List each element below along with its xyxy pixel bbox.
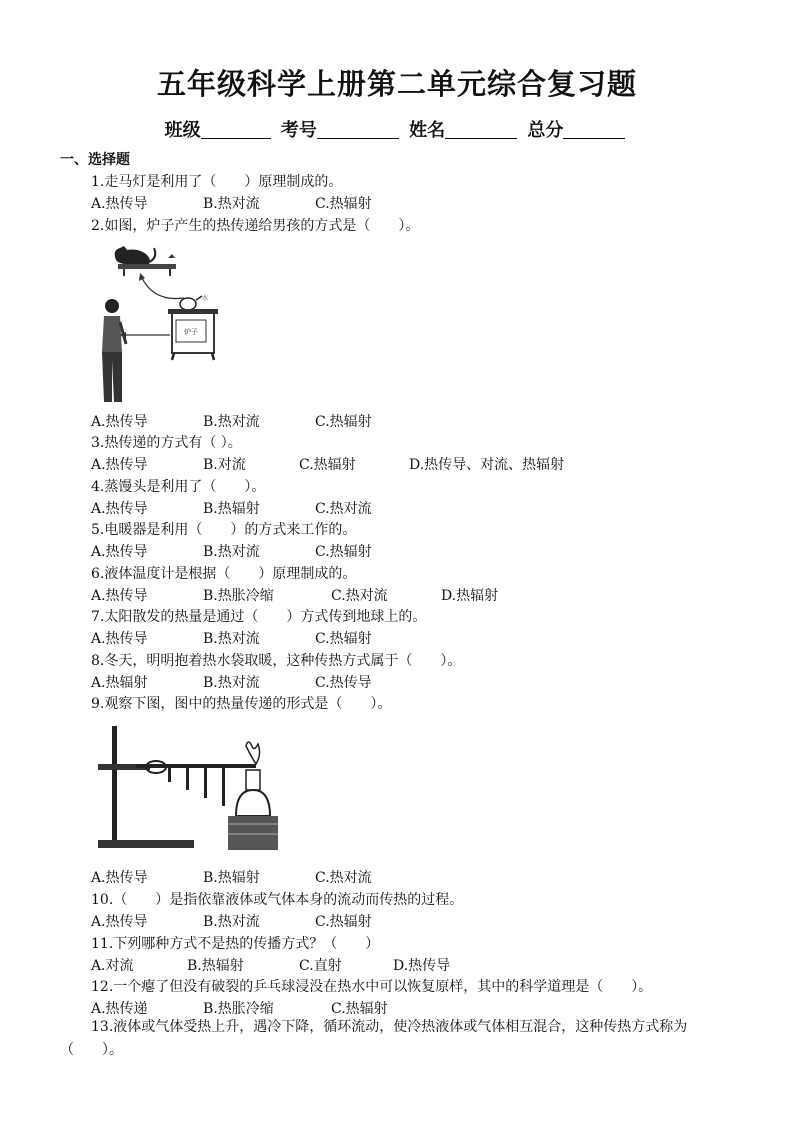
option[interactable]: C.热辐射 [315,196,372,212]
option[interactable]: D.热传导、对流、热辐射 [409,457,565,473]
option[interactable]: A.热辐射 [91,675,148,691]
burner-rod-figure [96,724,278,852]
option[interactable]: B.热对流 [203,675,260,691]
option[interactable]: D.热辐射 [441,588,499,604]
option[interactable]: A.热传递 [91,1001,148,1017]
question-13: 13.液体或气体受热上升，遇冷下降，循环流动，使冷热液体或气体相互混合，这种传热方式称为（ ）。 [60,1019,688,1058]
option[interactable]: D.热传导 [393,958,451,974]
option[interactable]: C.热辐射 [315,631,372,647]
option[interactable]: A.热传导 [91,501,148,517]
option[interactable]: A.热传导 [91,544,148,560]
option[interactable]: A.热传导 [91,914,148,930]
name-label: 姓名 [409,120,446,141]
option[interactable]: B.热对流 [203,414,260,430]
question-5: 5.电暖器是利用（ ）的方式来工作的。 [91,522,357,538]
number-blank[interactable] [317,120,399,139]
option[interactable]: B.热胀冷缩 [203,1001,274,1017]
option[interactable]: A.对流 [91,958,134,974]
class-label: 班级 [164,120,201,141]
option[interactable]: A.热传导 [91,588,148,604]
option[interactable]: B.热对流 [203,196,260,212]
option[interactable]: B.热辐射 [187,958,244,974]
option[interactable]: C.热传导 [315,675,372,691]
option[interactable]: A.热传导 [91,196,148,212]
option[interactable]: A.热传导 [91,414,148,430]
question-1: 1.走马灯是利用了（ ）原理制成的。 [91,174,343,190]
score-label: 总分 [527,120,564,141]
option[interactable]: C.热对流 [315,870,372,886]
question-10: 10.（ ）是指依靠液体或气体本身的流动而传热的过程。 [91,892,464,908]
svg-text:炉子: 炉子 [184,328,198,336]
score-blank[interactable] [563,120,625,139]
section-heading: 一、选择题 [60,152,130,168]
option[interactable]: C.热辐射 [315,544,372,560]
option[interactable]: C.热辐射 [299,457,356,473]
option[interactable]: A.热传导 [91,457,148,473]
question-3: 3.热传递的方式有（ ）。 [91,435,242,451]
option[interactable]: C.直射 [299,958,342,974]
option[interactable]: C.热对流 [331,588,388,604]
option[interactable]: A.热传导 [91,870,148,886]
option[interactable]: B.热对流 [203,631,260,647]
option[interactable]: C.热辐射 [315,414,372,430]
question-9: 9.观察下图，图中的热量传递的形式是（ ）。 [91,696,392,712]
question-6: 6.液体温度计是根据（ ）原理制成的。 [91,566,357,582]
question-4: 4.蒸馒头是利用了（ ）。 [91,479,266,495]
number-label: 考号 [280,120,317,141]
option[interactable]: B.热胀冷缩 [203,588,274,604]
question-12: 12.一个瘪了但没有破裂的乒乓球浸没在热水中可以恢复原样，其中的科学道理是（ ）。 [91,979,653,995]
svg-text:水: 水 [202,295,209,302]
option[interactable]: C.热辐射 [315,914,372,930]
option[interactable]: A.热传导 [91,631,148,647]
question-7: 7.太阳散发的热量是通过（ ）方式传到地球上的。 [91,609,427,625]
name-blank[interactable] [445,120,517,139]
option[interactable]: C.热辐射 [331,1001,388,1017]
question-8: 8.冬天，明明抱着热水袋取暖，这种传热方式属于（ ）。 [91,653,462,669]
page-title: 五年级科学上册第二单元综合复习题 [156,67,637,101]
option[interactable]: B.对流 [203,457,246,473]
option[interactable]: C.热对流 [315,501,372,517]
option[interactable]: B.热辐射 [203,870,260,886]
student-info-line [0,116,794,142]
option[interactable]: B.热对流 [203,544,260,560]
option[interactable]: B.热辐射 [203,501,260,517]
stove-boy-figure [94,240,229,406]
question-11: 11.下列哪种方式不是热的传播方式？（ ） [91,936,380,952]
option[interactable]: B.热对流 [203,914,260,930]
class-blank[interactable] [201,120,271,139]
question-2: 2.如图，炉子产生的热传递给男孩的方式是（ ）。 [91,218,420,234]
